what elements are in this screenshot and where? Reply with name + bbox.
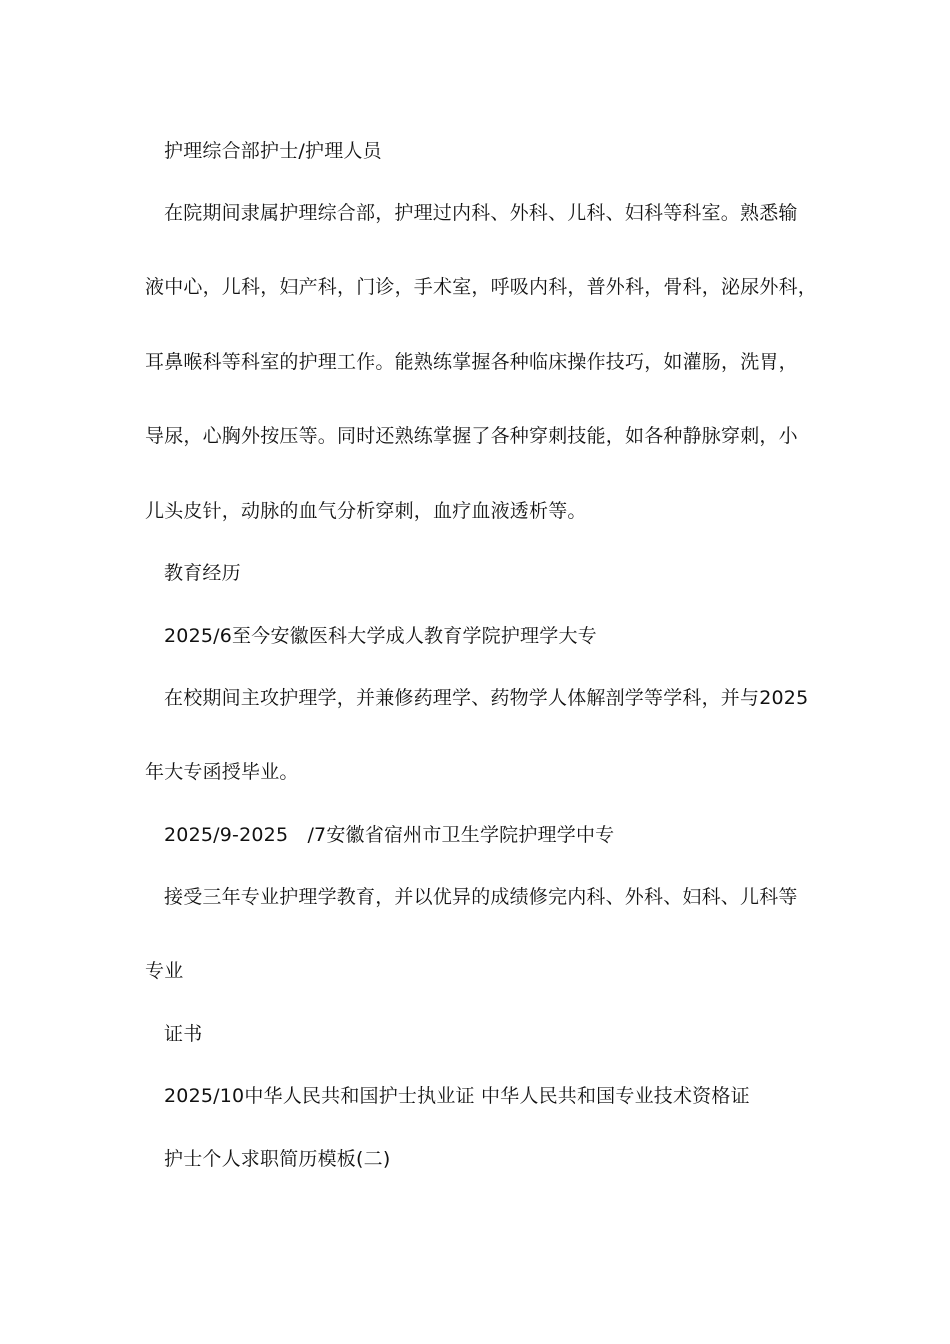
education-entry: 2025/9-2025 /7安徽省宿州市卫生学院护理学中专 (164, 824, 615, 846)
experience-paragraph-line: 液中心，儿科，妇产科，门诊，手术室，呼吸内科，普外科，骨科，泌尿外科， (145, 276, 818, 298)
education-description-line: 在校期间主攻护理学，并兼修药理学、药物学人体解剖学等学科，并与2025 (164, 687, 809, 709)
education-description-line: 专业 (145, 960, 184, 982)
experience-paragraph-line: 儿头皮针，动脉的血气分析穿刺，血疗血液透析等。 (145, 500, 587, 522)
resume-template-title: 护士个人求职简历模板(二) (164, 1148, 391, 1170)
experience-paragraph-line: 耳鼻喉科等科室的护理工作。能熟练掌握各种临床操作技巧，如灌肠，洗胃， (145, 351, 798, 373)
education-description-line: 接受三年专业护理学教育，并以优异的成绩修完内科、外科、妇科、儿科等 (164, 886, 798, 908)
certificates-heading: 证书 (164, 1023, 203, 1045)
education-heading: 教育经历 (164, 562, 241, 584)
education-entry: 2025/6至今安徽医科大学成人教育学院护理学大专 (164, 625, 597, 647)
experience-paragraph-line: 导尿，心胸外按压等。同时还熟练掌握了各种穿刺技能，如各种静脉穿刺，小 (145, 425, 798, 447)
job-title: 护理综合部护士/护理人员 (164, 140, 382, 162)
experience-paragraph-line: 在院期间隶属护理综合部，护理过内科、外科、儿科、妇科等科室。熟悉输 (164, 202, 798, 224)
certificate-entry: 2025/10中华人民共和国护士执业证 中华人民共和国专业技术资格证 (164, 1085, 750, 1107)
education-description-line: 年大专函授毕业。 (145, 761, 299, 783)
